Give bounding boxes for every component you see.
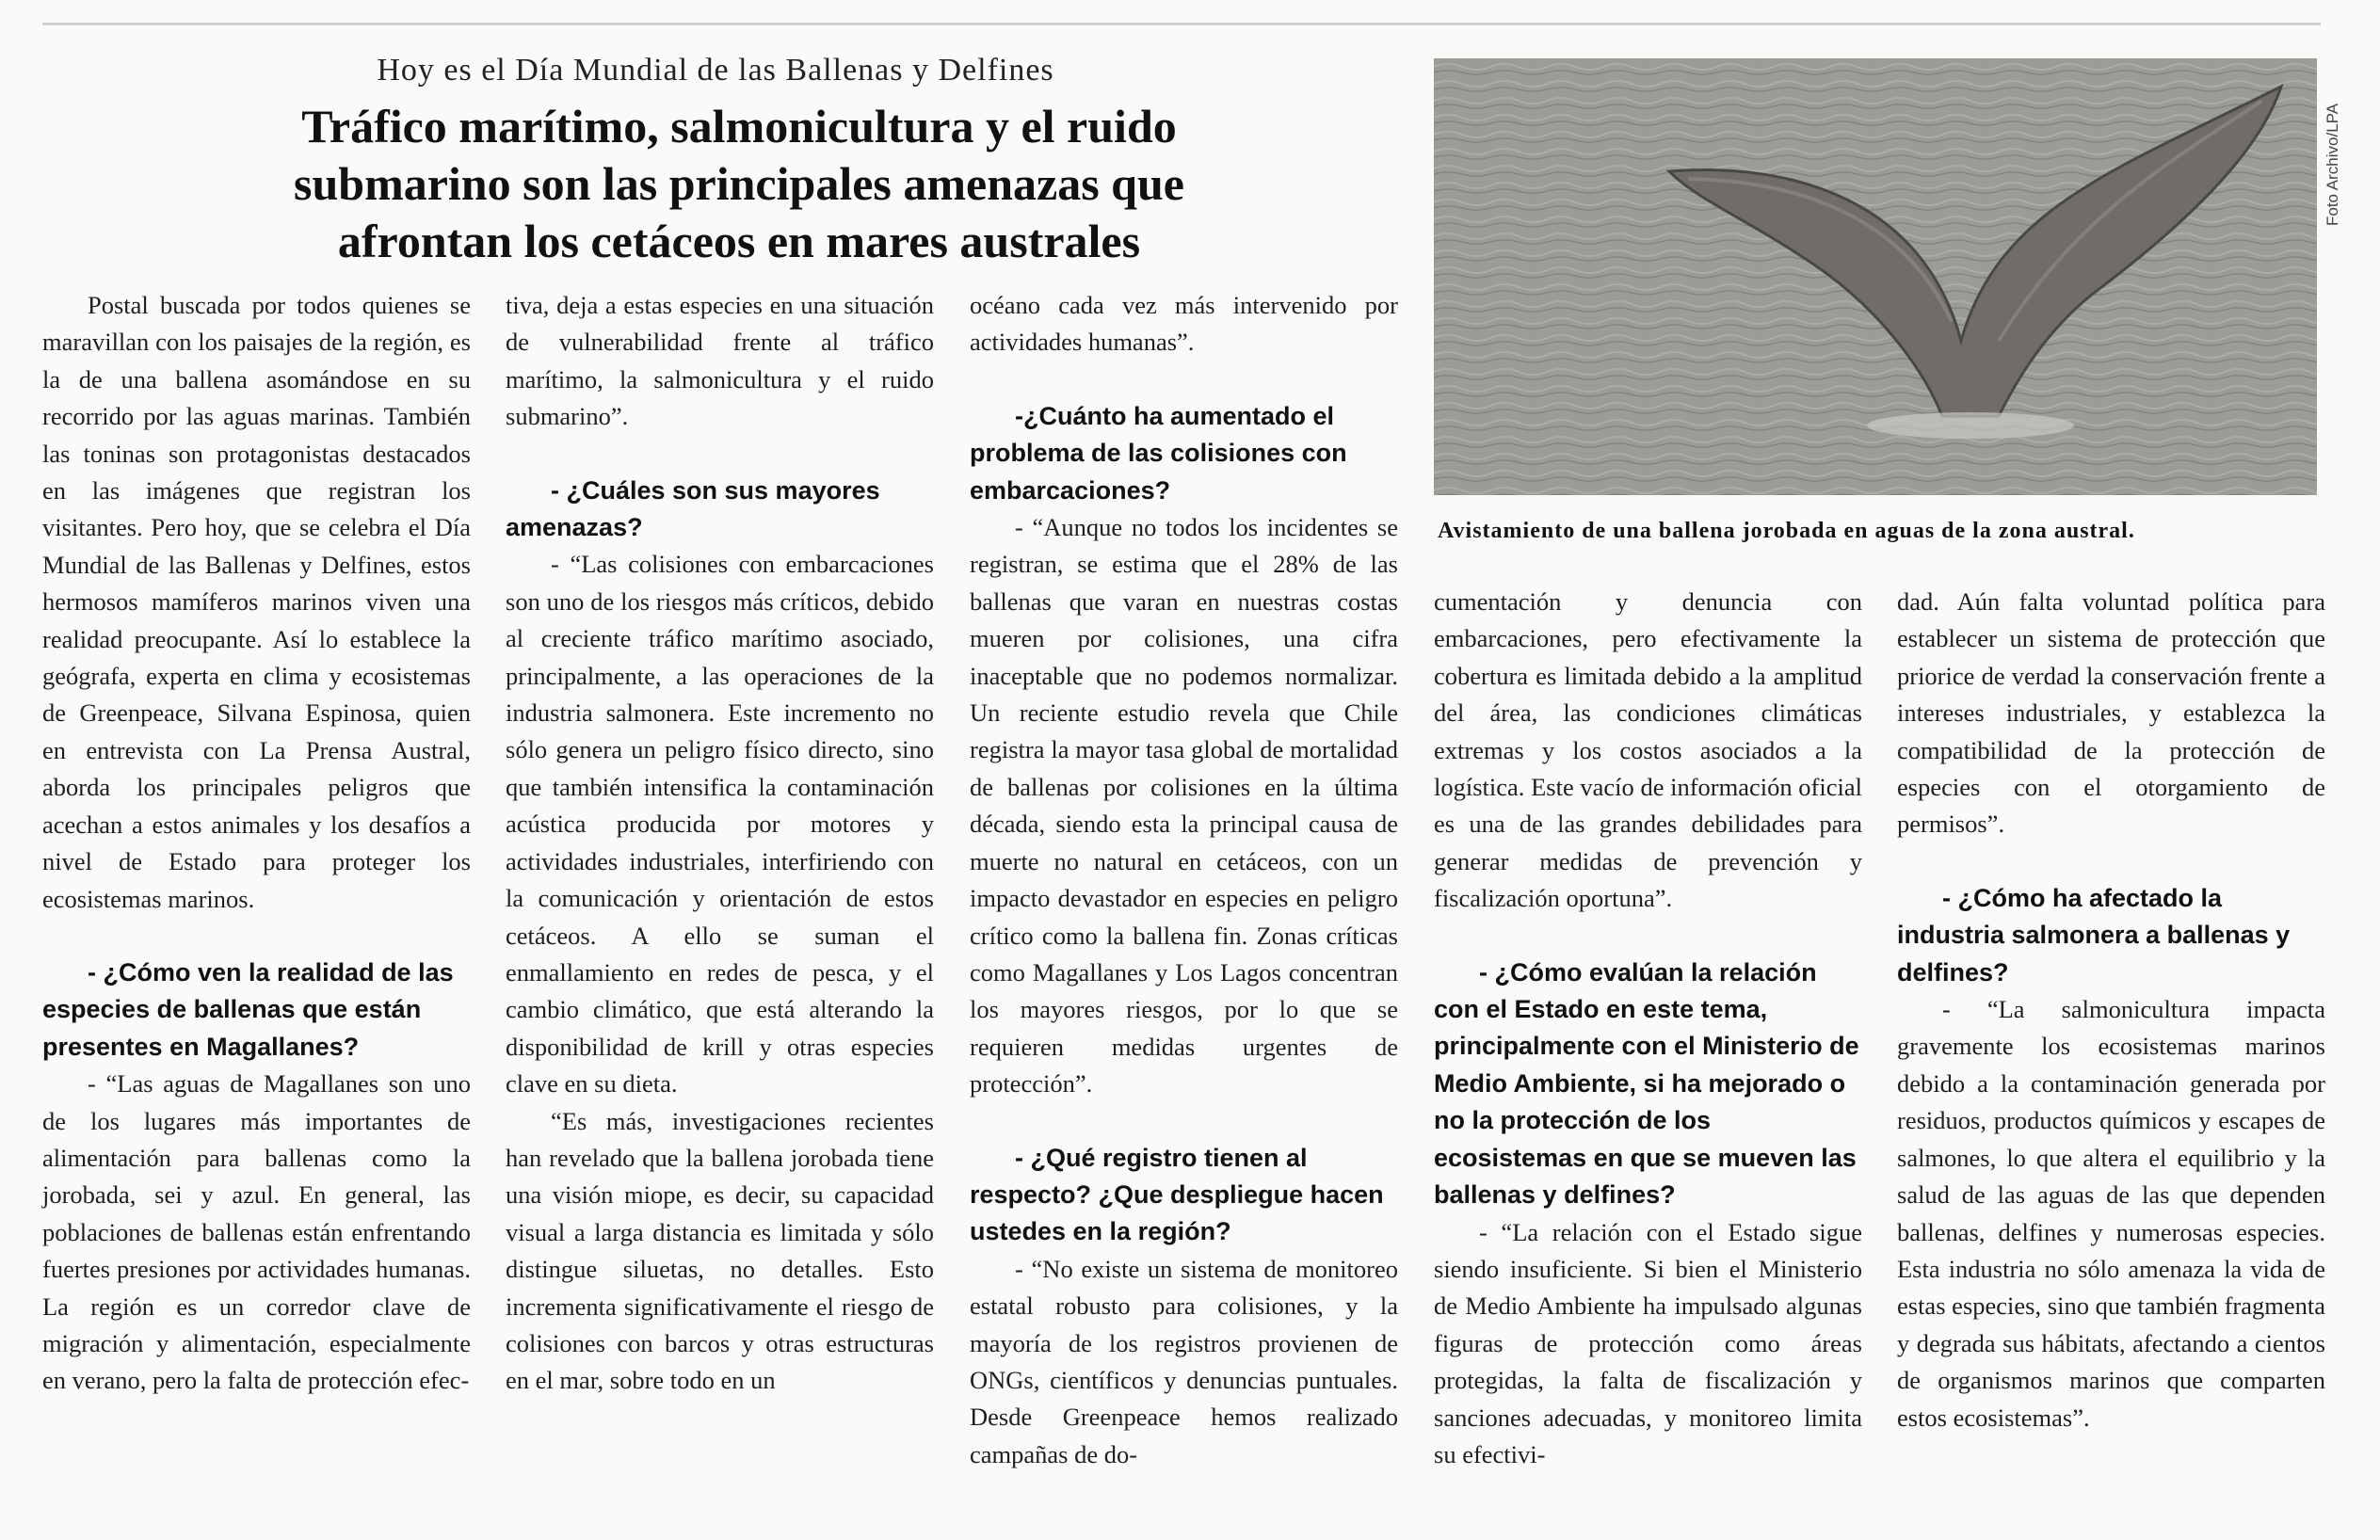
article-column-3 (970, 287, 1398, 1473)
interview-answer: - “La relación con el Estado sigue siendo insuficiente. Si bien el Ministerio de Medio Ambiente ha impulsado algunas figuras de protección como áreas protegidas, la falta de fiscalización y sanciones adecuadas, y monitoreo limita su efectivi- (1434, 1217, 1862, 1468)
interview-question: - ¿Qué registro tienen al respecto? ¿Que despliegue hacen ustedes en la región? (970, 1143, 1384, 1246)
interview-answer: - “Las colisiones con embarcaciones son uno de los riesgos más críticos, debido al creciente tráfico marítimo asociado, principalmente, a las operaciones de la industria salmonera. Este incremento no sólo genera un peligro físico directo, sino que también intensifica la contaminación acústica producida por motores y actividades industriales, interfiriendo con la comunicación y orientación de estos cetáceos. A ello se suman el enmallamiento en redes de pesca, y el cambio climático, que está alterando la disponibilidad de krill y otras especies clave en su dieta. (506, 550, 934, 1099)
interview-answer: - “La salmonicultura impacta gravemente los ecosistemas marinos debido a la contaminación generada por residuos, productos químicos y escapes de salmones, lo que altera el equilibrio y la salud de las aguas de las que dependen ballenas, delfines y numerosas especies. Esta industria no sólo amenaza la vida de estas especies, sino que también fragmenta y degrada sus hábitats, afectando a cientos de organismos marinos que comparten estos ecosistemas”. (1897, 995, 2325, 1432)
interview-question: - ¿Cuáles son sus mayores amenazas? (506, 475, 880, 542)
interview-question: -¿Cuánto ha aumentado el problema de las colisiones con embarcaciones? (970, 401, 1347, 505)
article-column-1 (42, 287, 471, 1400)
interview-question: - ¿Cómo ha afectado la industria salmonera a ballenas y delfines? (1897, 883, 2291, 987)
interview-answer: “Es más, investigaciones recientes han revelado que la ballena jorobada tiene una visión miope, es decir, su capacidad visual a larga distancia es limitada y sólo distingue siluetas, no detalles. Esto incrementa significativamente el riesgo de colisiones con barcos y otras estructuras en el mar, sobre todo en un (506, 1106, 934, 1395)
photo-caption: Avistamiento de una ballena jorobada en aguas de la zona austral. (1438, 519, 2135, 543)
interview-answer: - “Las aguas de Magallanes son uno de los lugares más importantes de alimentación para ballenas como la jorobada, sei y azul. En general, las poblaciones de ballenas están enfrentando fuertes presiones por actividades humanas. La región es un corredor clave de migración y alimentación, especialmente en verano, pero la falta de protección efec- (42, 1069, 471, 1395)
top-divider (42, 23, 2321, 25)
article-headline: Tráfico marítimo, salmonicultura y el ruido submarino son las principales amenazas que afrontan los cetáceos en mares australes (294, 100, 1184, 267)
interview-answer: - “Aunque no todos los incidentes se registran, se estima que el 28% de las ballenas que varan en nuestras costas mueren por colisiones, una cifra inaceptable que no podemos normalizar. Un reciente estudio revela que Chile registra la mayor tasa global de mortalidad de ballenas por colisiones en la última década, siendo esta la principal causa de muerte no natural en cetáceos, con un impacto devastador en especies en peligro crítico como la ballena fin. Zonas críticas como Magallanes y Los Lagos concentran los mayores riesgos, por lo que se requieren medidas urgentes de protección”. (970, 513, 1398, 1099)
article-column-4 (1434, 584, 1862, 1473)
photo-credit: Foto Archivo/LPA (2324, 103, 2341, 226)
paragraph-continuation: océano cada vez más intervenido por actividades humanas”. (970, 291, 1398, 357)
paragraph-continuation: cumentación y denuncia con embarcaciones, pero efectivamente la cobertura es limitada debido a la amplitud del área, las condiciones climáticas extremas y los costos asociados a la logística. Este vacío de información oficial es una de las grandes debilidades para generar medidas de prevención y fiscalización oportuna”. (1434, 587, 1862, 913)
interview-answer: - “No existe un sistema de monitoreo estatal robusto para colisiones, y la mayoría de los registros provienen de ONGs, científicos y denuncias puntuales. Desde Greenpeace hemos realizado campañas de do- (970, 1254, 1398, 1468)
article-kicker: Hoy es el Día Mundial de las Ballenas y Delfines (377, 53, 1054, 88)
paragraph-continuation: dad. Aún falta voluntad política para establecer un sistema de protección que priorice de verdad la conservación frente a intereses industriales, y establezca la compatibilidad de la protección de especies con el otorgamiento de permisos”. (1897, 587, 2325, 839)
article-column-2 (506, 287, 934, 1400)
interview-question: - ¿Cómo evalúan la relación con el Estado en este tema, principalmente con el Ministerio de Medio Ambiente, si ha mejorado o no la protección de los ecosistemas en que se mueven las ballenas y delfines? (1434, 957, 1859, 1210)
interview-question: - ¿Cómo ven la realidad de las especies de ballenas que están presentes en Magallanes? (42, 957, 454, 1061)
whale-tail-photo (1434, 58, 2317, 495)
intro-paragraph: Postal buscada por todos quienes se maravillan con los paisajes de la región, es la de una ballena asomándose en su recorrido por las aguas marinas. También las toninas son protagonistas destacados en las imágenes que registran los visitantes. Pero hoy, que se celebra el Día Mundial de las Ballenas y Delfines, estos hermosos mamíferos marinos viven una realidad preocupante. Así lo establece la geógrafa, experta en clima y ecosistemas de Greenpeace, Silvana Espinosa, quien en entrevista con La Prensa Austral, aborda los principales peligros que acechan a estos animales y los desafíos a nivel de Estado para proteger los ecosistemas marinos. (42, 291, 471, 913)
article-column-5 (1897, 584, 2325, 1436)
paragraph-continuation: tiva, deja a estas especies en una situación de vulnerabilidad frente al tráfico marítimo, la salmonicultura y el ruido submarino”. (506, 291, 934, 431)
